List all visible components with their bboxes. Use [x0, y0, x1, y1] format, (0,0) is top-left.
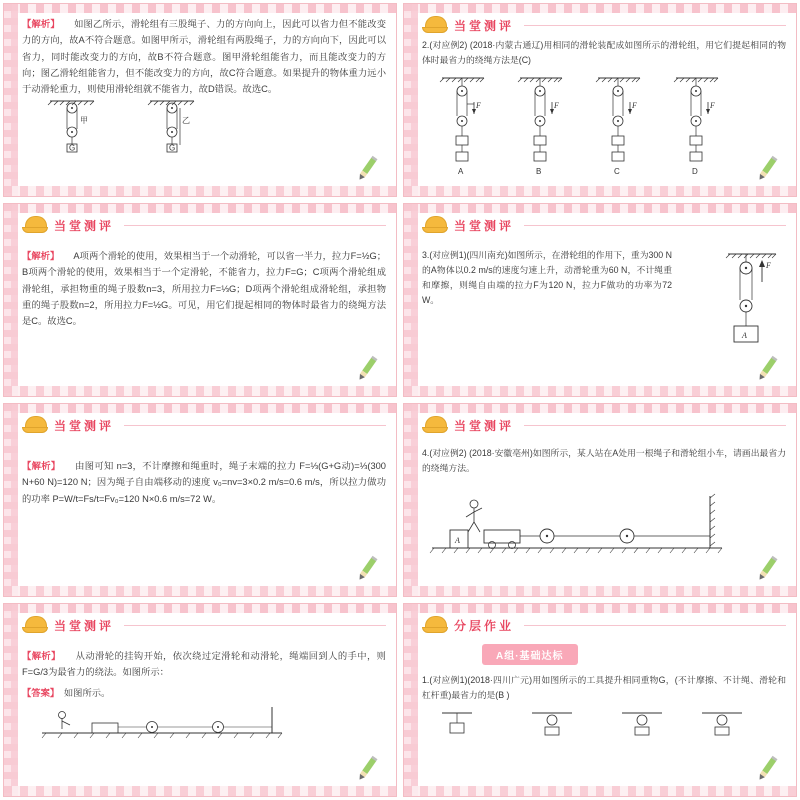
figure-person-pulling-cart [422, 490, 786, 560]
analysis-label: 【解析】 [22, 251, 55, 261]
header-title: 当堂测评 [454, 418, 515, 433]
header-divider [124, 625, 386, 626]
slide-top-stripe [4, 604, 396, 613]
analysis-text: 由图可知 n=3，不计摩擦和绳重时，绳子末端的拉力 F=⅓(G+G动)=⅓(300 N+60 N)=120 N；因为绳子自由端移动的速度 v₀=nv=3×0.2 m/s=0.6 m/s，所以拉力做功的功率 P=W/t=Fs/t=Fv₀=120 N×0.6 m/s=72 W。 [22, 461, 386, 504]
header-divider [524, 425, 786, 426]
analysis-label: 【解析】 [22, 461, 56, 471]
svg-text:B: B [536, 166, 542, 176]
question-number: 4 [422, 448, 427, 458]
answer-label: 【答案】 [22, 687, 55, 698]
slide-top-stripe [4, 404, 396, 413]
figure-two-pulley-systems [22, 99, 386, 157]
svg-text:F: F [766, 261, 771, 270]
figure-lever-pulley-options [422, 707, 786, 737]
figure-pulley-with-block-a [676, 248, 786, 358]
helmet-icon [422, 216, 448, 234]
question-paragraph [422, 248, 672, 308]
question-text: .(对应例2) (2018·安徽亳州)如图所示，某人站在A处用一根绳子和滑轮组小车，请画出最省力的绕绳方法。 [422, 448, 786, 473]
header-title: 当堂测评 [54, 418, 115, 433]
question-paragraph [422, 446, 786, 476]
question-number: 1 [422, 675, 427, 685]
header-divider [124, 425, 386, 426]
question-text: .(对应例1)(四川南充)如图所示，在滑轮组的作用下，重为300 N的A物体以0.2 m/s的速度匀速上升，动滑轮重为60 N，不计绳重和摩擦，则绳自由端的拉力F为120 N，拉力F做功的功率为72 W。 [422, 250, 672, 305]
slide-4 [400, 200, 800, 400]
helmet-icon [422, 416, 448, 434]
analysis-paragraph [22, 16, 386, 97]
question-number: 3 [422, 250, 427, 260]
analysis-text: 从动滑轮的挂钩开始，依次绕过定滑轮和动滑轮，绳端回到人的手中，则F=G/3为最省力的绕法。如图所示： [22, 651, 386, 678]
pencil-decoration-icon [352, 354, 382, 384]
analysis-paragraph [22, 248, 386, 329]
group-badge: A组·基础达标 [482, 644, 578, 665]
slide-1 [0, 0, 400, 200]
analysis-paragraph [22, 648, 386, 681]
slide-header [422, 616, 786, 634]
helmet-icon [22, 216, 48, 234]
svg-text:F: F [632, 100, 637, 110]
pencil-decoration-icon [352, 554, 382, 584]
question-number: 2 [422, 40, 427, 50]
slide-top-stripe [4, 4, 396, 13]
svg-text:G: G [169, 143, 176, 153]
pencil-decoration-icon [752, 154, 782, 184]
svg-text:F: F [476, 100, 481, 110]
helmet-icon [22, 416, 48, 434]
slide-top-stripe [404, 404, 796, 413]
helmet-icon [422, 16, 448, 34]
analysis-text: 如图乙所示，滑轮组有三股绳子、力的方向向上，因此可以省力但不能改变力的方向，故A不符合题意。如图甲所示，滑轮组有两股绳子，力的方向向下，因此可以省力，同时能改变力的方向，故B不符合题意。图甲滑轮组能省力，而且能改变力的方向；图乙滑轮组能省力，但不能改变力的方向，故C符合题意。如果提升的物体重力远小于动滑轮重力，则使用滑轮组就不能省力，故D错误。故选C。 [22, 19, 386, 95]
analysis-text: A项两个滑轮的使用，效果相当于一个动滑轮，可以省一半力，拉力F=½G；B项两个滑轮的使用，效果相当于一个定滑轮，不能省力，拉力F=G；C项两个滑轮组成滑轮组，承担物重的绳子股数n=3，所用拉力F=⅓G；D项两个滑轮组成滑轮组，承担物重的绳子股数n=2，所用拉力F=½G。可见，用它们提起相同的物体时最省力的绕绳方法是C。故选C。 [22, 251, 387, 327]
answer-paragraph [22, 685, 386, 701]
slide-8 [400, 600, 800, 800]
svg-text:F: F [554, 100, 559, 110]
slide-top-stripe [404, 204, 796, 213]
slide-2 [400, 0, 800, 200]
analysis-paragraph [22, 458, 386, 507]
slide-header [22, 216, 386, 234]
header-divider [124, 225, 386, 226]
question-paragraph [422, 38, 786, 68]
header-title: 当堂测评 [54, 218, 115, 233]
analysis-label: 【解析】 [22, 651, 57, 661]
slide-header [422, 216, 786, 234]
header-title: 当堂测评 [454, 218, 515, 233]
analysis-label: 【解析】 [22, 19, 56, 29]
svg-text:D: D [692, 166, 698, 176]
slide-header [22, 616, 386, 634]
slide-top-stripe [4, 204, 396, 213]
pencil-decoration-icon [352, 154, 382, 184]
question-paragraph [422, 673, 786, 703]
slide-3 [0, 200, 400, 400]
slide-header [422, 416, 786, 434]
slide-6 [400, 400, 800, 600]
pencil-decoration-icon [352, 754, 382, 784]
header-divider [524, 625, 786, 626]
slide-top-stripe [404, 604, 796, 613]
pencil-decoration-icon [752, 354, 782, 384]
answer-text: 如图所示。 [54, 687, 111, 698]
question-text: .(对应例1)(2018·四川广元)用如图所示的工具提升相同重物G，(不计摩擦、不计绳、滑轮和杠杆重)最省力的是(B ) [422, 675, 786, 700]
helmet-icon [22, 616, 48, 634]
svg-text:C: C [614, 166, 620, 176]
header-divider [524, 225, 786, 226]
figure-four-pulley-options [422, 74, 786, 179]
slide-7 [0, 600, 400, 800]
svg-text:A: A [742, 331, 747, 340]
svg-text:甲: 甲 [80, 116, 88, 126]
svg-text:F: F [710, 100, 715, 110]
pencil-decoration-icon [752, 754, 782, 784]
question-text: .(对应例2) (2018·内蒙古通辽)用相同的滑轮装配成如图所示的滑轮组，用它们提起相同的物体时最省力的绕绳方法是(C) [422, 40, 786, 65]
header-title: 当堂测评 [454, 18, 515, 33]
slide-header [22, 416, 386, 434]
pencil-decoration-icon [752, 554, 782, 584]
svg-text:G: G [69, 143, 76, 153]
svg-text:乙: 乙 [182, 116, 190, 126]
figure-answer-pulley-diagram [22, 703, 386, 743]
header-title: 分层作业 [454, 618, 515, 633]
header-divider [524, 25, 786, 26]
slide-header [422, 16, 786, 34]
helmet-icon [422, 616, 448, 634]
svg-text:A: A [458, 166, 464, 176]
svg-text:A: A [455, 535, 460, 545]
header-title: 当堂测评 [54, 618, 115, 633]
slide-5 [0, 400, 400, 600]
slide-top-stripe [404, 4, 796, 13]
